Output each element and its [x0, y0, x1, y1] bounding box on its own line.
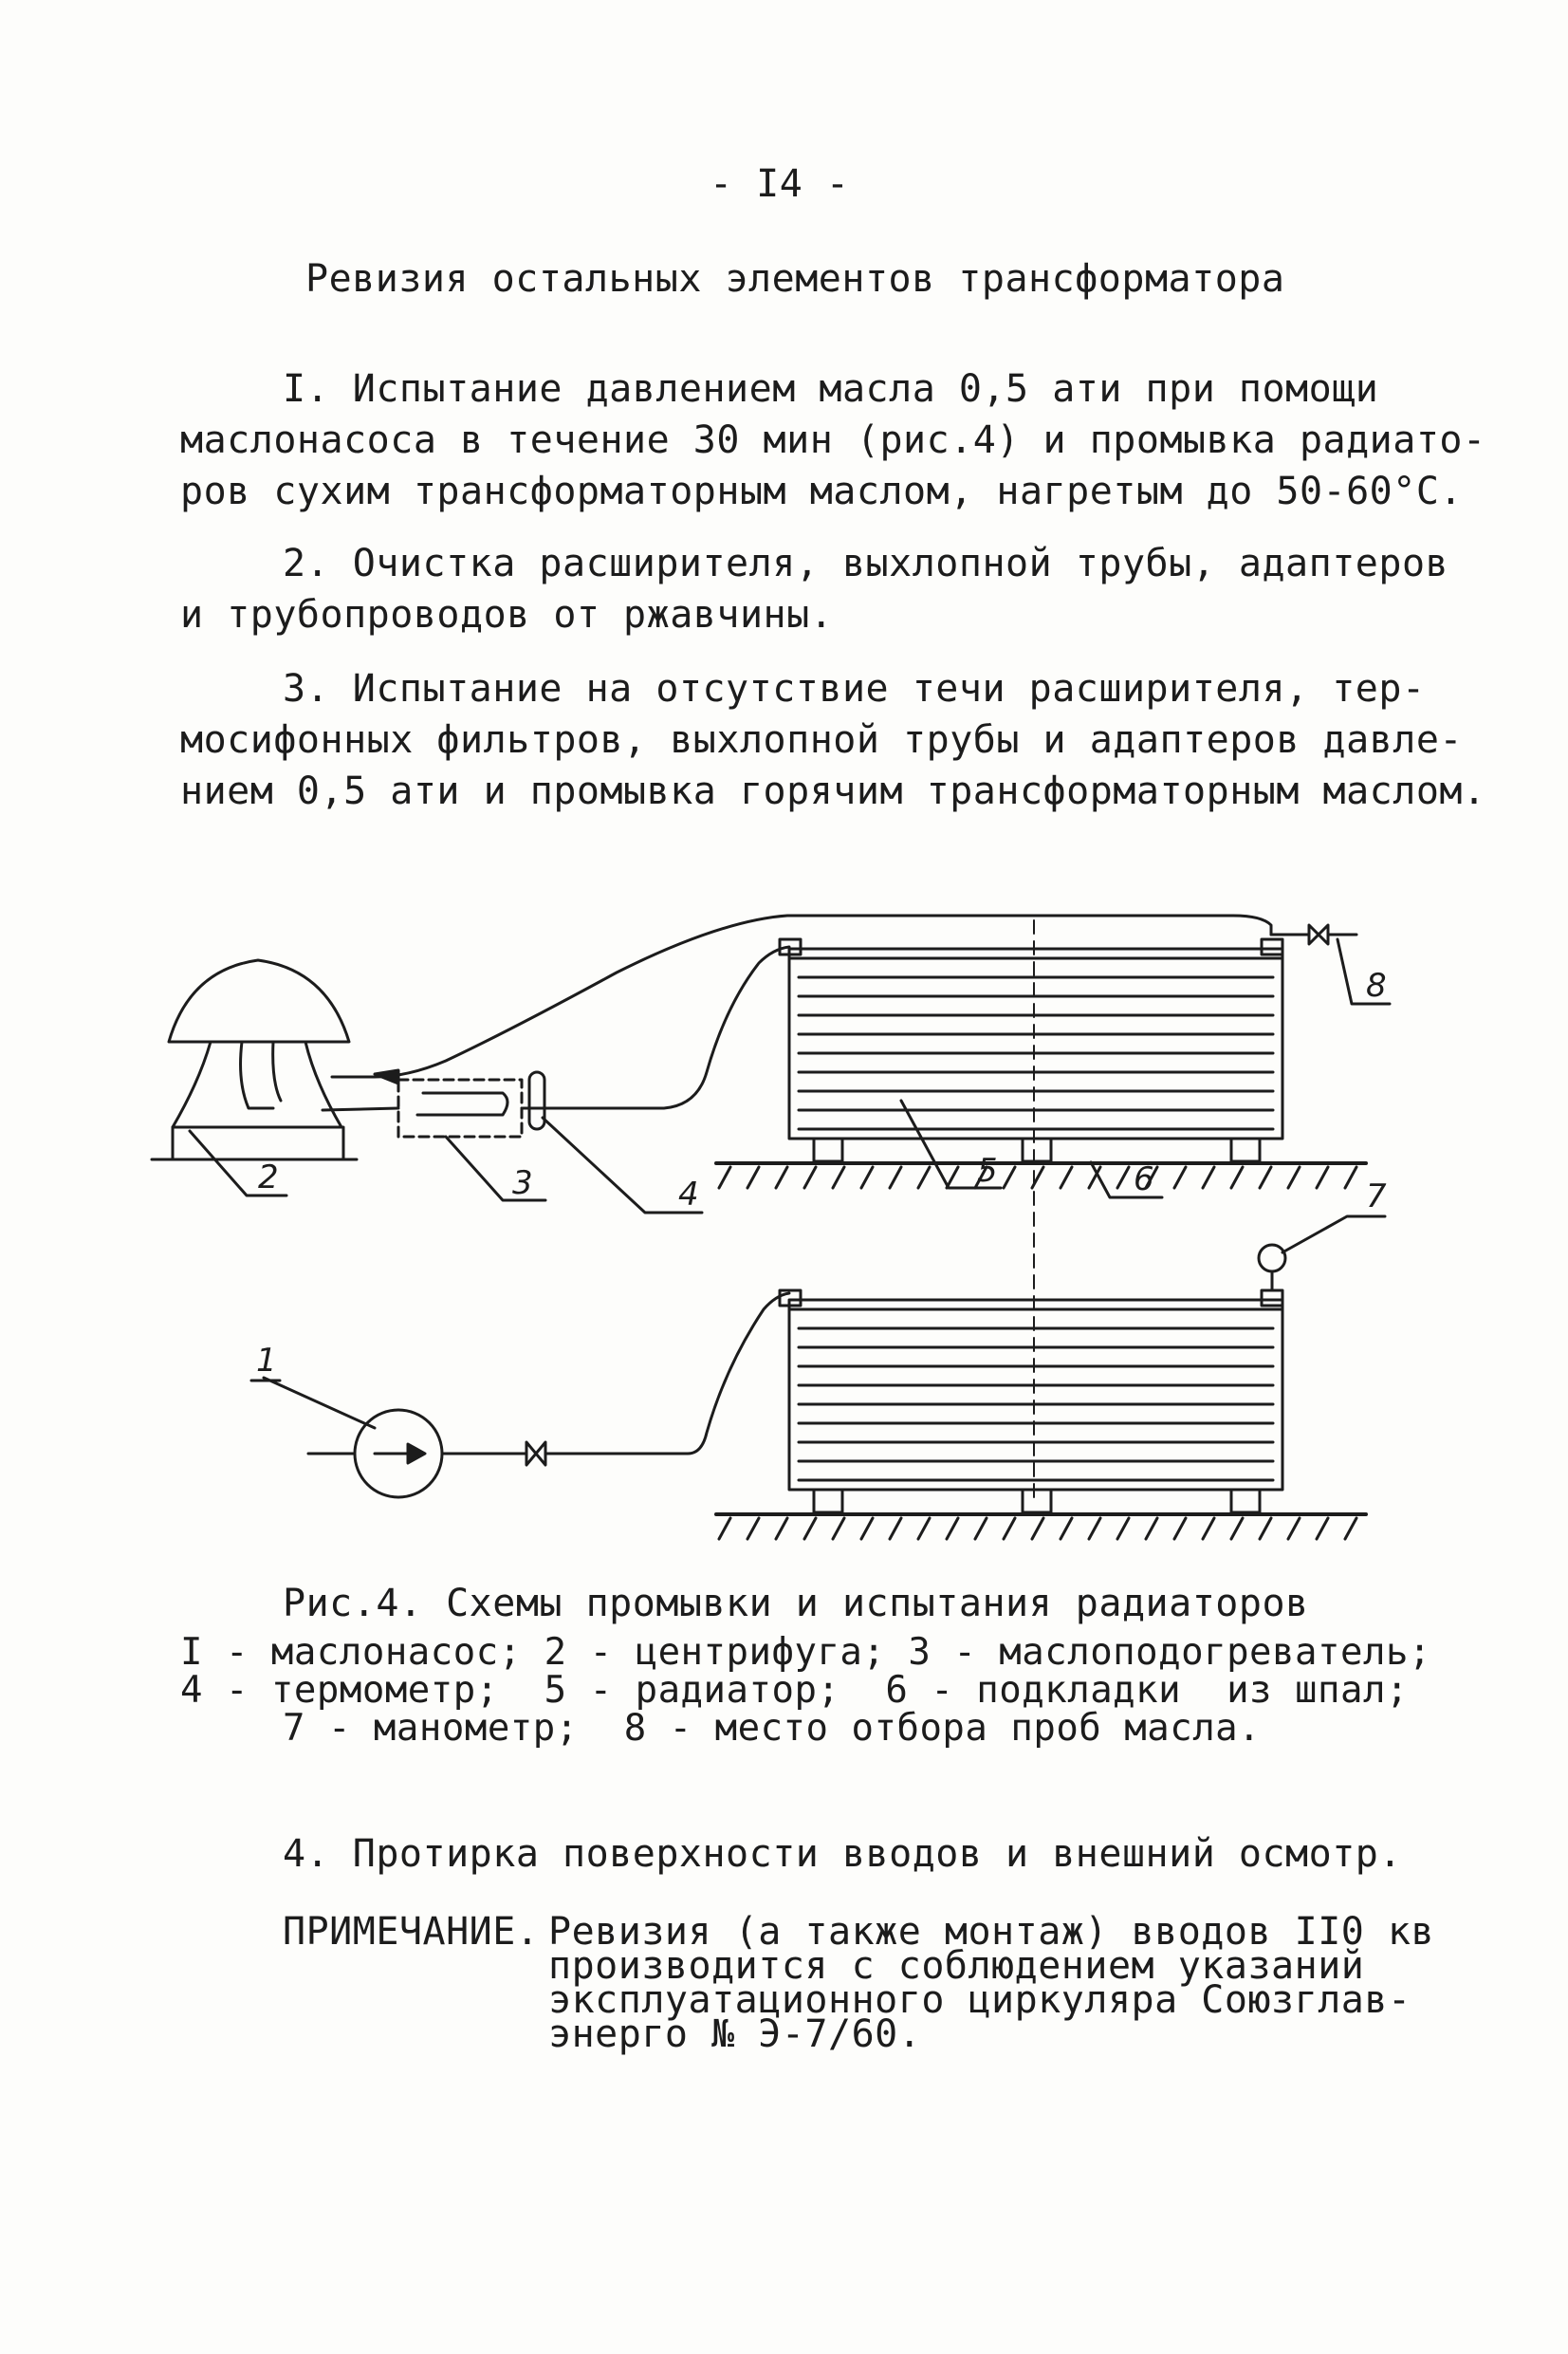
label-4: 4 — [678, 1176, 699, 1214]
note-label: ПРИМЕЧАНИЕ. — [283, 1910, 540, 1954]
centrifuge-symbol — [152, 960, 357, 1159]
item-2-line: и трубопроводов от ржавчины. — [180, 593, 834, 637]
note-line: производится с соблюдением указаний — [548, 1944, 1365, 1988]
label-3: 3 — [512, 1164, 533, 1202]
sleepers-bottom — [814, 1490, 1260, 1512]
radiator-top — [780, 939, 1282, 1139]
item-3-line: 3. Испытание на отсутствие течи расширителя, тер- — [283, 667, 1426, 711]
item-2-line: 2. Очистка расширителя, выхлопной трубы, адаптеров — [283, 542, 1449, 585]
legend-line: I - маслонасос; 2 - центрифуга; 3 - маслоподогреватель; — [180, 1631, 1431, 1674]
item-1-line: ров сухим трансформаторным маслом, нагретым до 50-60°С. — [180, 470, 1464, 513]
valve-symbol — [526, 1442, 545, 1465]
label-5: 5 — [977, 1152, 998, 1190]
item-4: 4. Протирка поверхности вводов и внешний осмотр. — [283, 1832, 1402, 1876]
note-line: эксплуатационного циркуляра Союзглав- — [548, 1978, 1411, 2022]
note-line: энерго № Э-7/60. — [548, 2012, 922, 2056]
radiator-bottom — [780, 1290, 1282, 1490]
thermometer-symbol — [529, 1072, 544, 1129]
heater-symbol — [398, 1080, 522, 1137]
sleepers-top — [814, 1139, 1260, 1161]
label-2: 2 — [258, 1158, 279, 1196]
item-3-line: мосифонных фильтров, выхлопной трубы и адаптеров давле- — [180, 718, 1464, 762]
label-6: 6 — [1134, 1160, 1154, 1198]
item-1-line: маслонасоса в течение 30 мин (рис.4) и промывка радиато- — [180, 418, 1486, 462]
item-3-line: нием 0,5 ати и промывка горячим трансформаторным маслом. — [180, 769, 1486, 813]
legend-line: 4 - термометр; 5 - радиатор; 6 - подкладки из шпал; — [180, 1669, 1409, 1712]
label-7: 7 — [1366, 1177, 1387, 1215]
legend-line: 7 - манометр; 8 - место отбора проб масла. — [283, 1707, 1262, 1750]
section-heading: Ревизия остальных элементов трансформатора — [305, 257, 1285, 301]
note-line: Ревизия (а также монтаж) вводов II0 кв — [548, 1910, 1435, 1954]
figure-caption: Рис.4. Схемы промывки и испытания радиаторов — [283, 1582, 1309, 1625]
label-1: 1 — [256, 1342, 277, 1380]
label-8: 8 — [1366, 967, 1387, 1005]
pump-symbol — [355, 1410, 442, 1497]
page-number: - I4 - — [710, 162, 850, 206]
item-1-line: I. Испытание давлением масла 0,5 ати при помощи — [283, 367, 1379, 411]
